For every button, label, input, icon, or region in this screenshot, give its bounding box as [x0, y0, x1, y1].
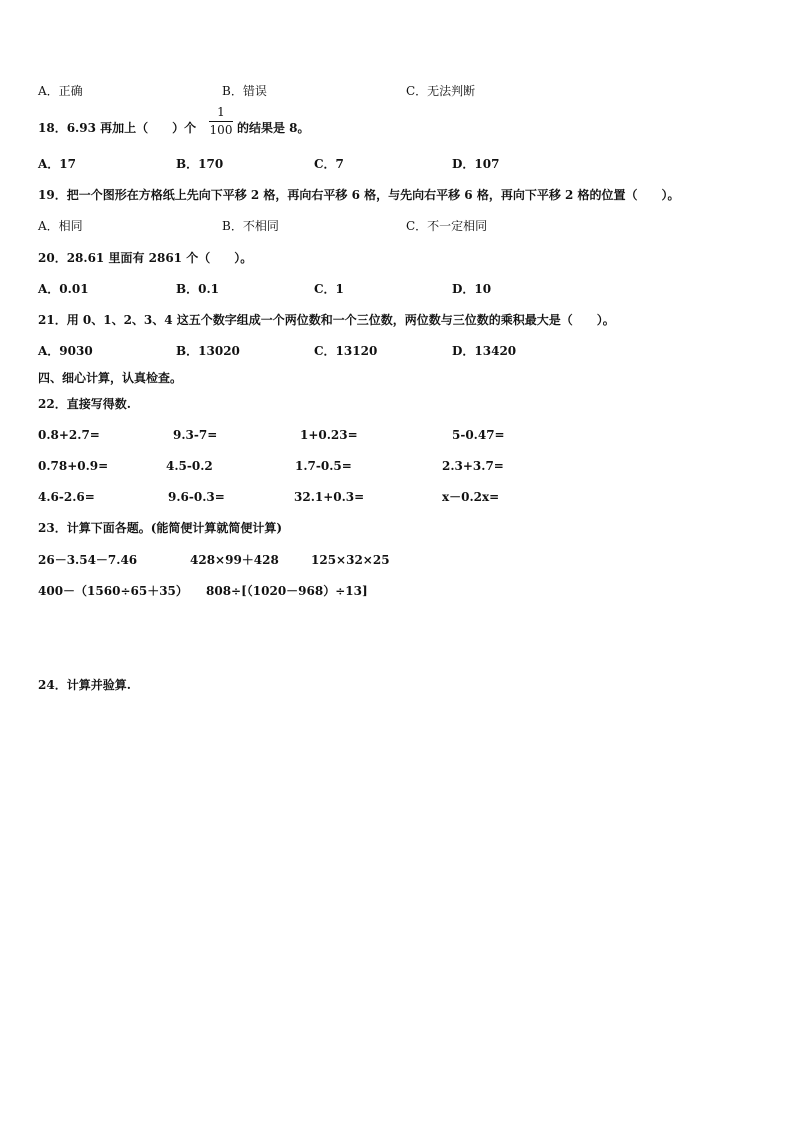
calc-item: 0.8+2.7= [38, 428, 100, 442]
calc-item: 9.3-7= [173, 428, 218, 442]
q18-option-c: C．7 [314, 157, 344, 171]
question-19: 19．把一个图形在方格纸上先向下平移 2 格，再向右平移 6 格，与先向右平移 6 格，再向下平移 2 格的位置（ ）。 [38, 188, 680, 202]
section-4-title: 四、细心计算，认真检查。 [38, 371, 183, 385]
calc-item: 2.3+3.7= [442, 459, 504, 473]
q21-option-d: D．13420 [452, 344, 517, 358]
q18-option-a: A．17 [38, 157, 77, 171]
calc-item: 5-0.47= [452, 428, 505, 442]
q20-option-b: B．0.1 [176, 282, 220, 296]
q20-option-a: A．0.01 [38, 282, 89, 296]
calc-item: 4.5-0.2 [166, 459, 213, 473]
calc-expression: 428×99＋428 [190, 553, 279, 567]
calc-item: 4.6-2.6= [38, 490, 95, 504]
q20-option-c: C．1 [314, 282, 344, 296]
q20-option-d: D．10 [452, 282, 492, 296]
q17-option-b: B．错误 [222, 84, 267, 98]
calc-item: 9.6-0.3= [168, 490, 225, 504]
fraction-bar [209, 121, 233, 122]
fraction-denominator: 100 [209, 123, 233, 137]
question-21: 21．用 0、1、2、3、4 这五个数字组成一个两位数和一个三位数，两位数与三位数的乘积最大是（ ）。 [38, 313, 615, 327]
question-23-title: 23．计算下面各题。(能简便计算就简便计算) [38, 521, 283, 535]
q18-option-d: D．107 [452, 157, 500, 171]
q17-option-a: A．正确 [38, 84, 83, 98]
q21-option-c: C．13120 [314, 344, 378, 358]
q18-option-b: B．170 [176, 157, 224, 171]
calc-expression: 808÷[（1020－968）÷13] [206, 584, 368, 598]
question-18-prefix: 18．6.93 再加上（ ）个 [38, 121, 197, 135]
calc-item: 1+0.23= [300, 428, 358, 442]
question-20: 20．28.61 里面有 2861 个（ ）。 [38, 251, 253, 265]
fraction-numerator: 1 [217, 105, 225, 119]
q17-option-c: C．无法判断 [406, 84, 476, 98]
q21-option-a: A．9030 [38, 344, 93, 358]
question-22-title: 22．直接写得数. [38, 397, 131, 411]
q19-option-b: B．不相同 [222, 219, 279, 233]
calc-item: 1.7-0.5= [295, 459, 352, 473]
calc-item: 0.78+0.9= [38, 459, 109, 473]
fraction-one-hundredth [209, 105, 233, 138]
calc-item: 32.1+0.3= [294, 490, 365, 504]
q19-option-c: C．不一定相同 [406, 219, 488, 233]
calc-expression: 400－（1560÷65＋35） [38, 584, 188, 598]
calc-expression: 125×32×25 [311, 553, 390, 567]
question-24-title: 24．计算并验算. [38, 678, 131, 692]
calc-item: x－0.2x= [442, 490, 500, 504]
q21-option-b: B．13020 [176, 344, 240, 358]
calc-expression: 26－3.54－7.46 [38, 553, 138, 567]
question-18-suffix: 的结果是 8。 [237, 121, 310, 135]
q19-option-a: A．相同 [38, 219, 83, 233]
